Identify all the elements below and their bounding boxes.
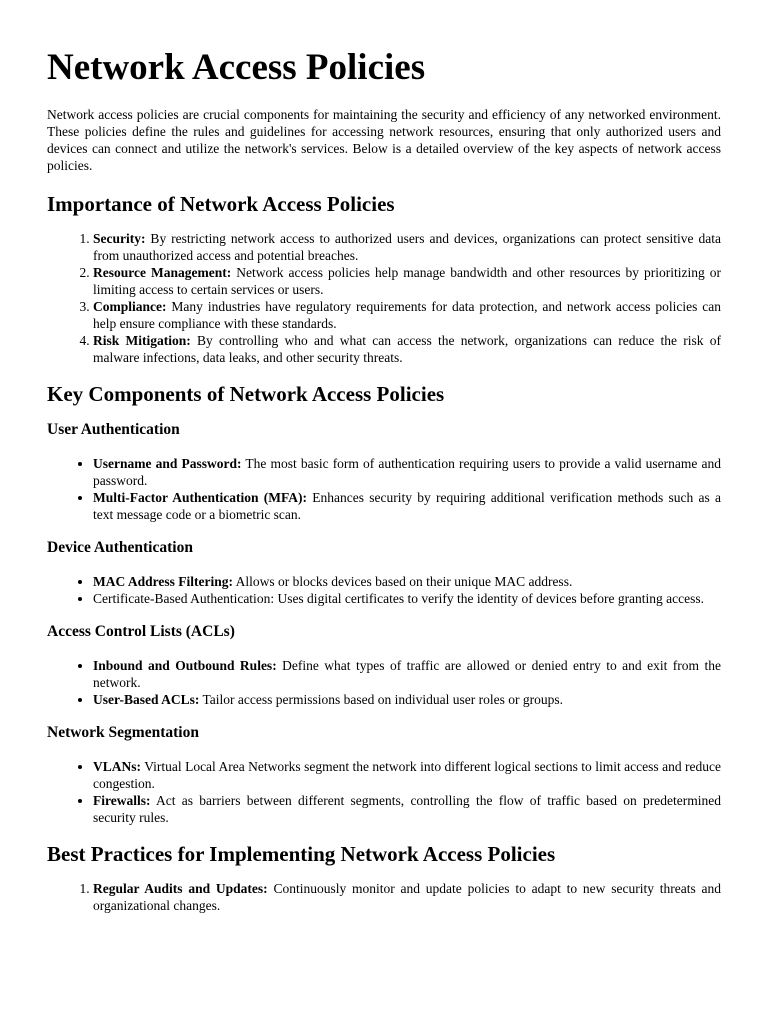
list-item [93,758,721,792]
item-text: Continuously monitor and update policies to adapt to new security threats and organizational changes. [93,881,721,913]
item-text: Virtual Local Area Networks segment the network into different logical sections to limit access and reduce congestion. [93,759,721,791]
section-heading-best-practices: Best Practices for Implementing Network Access Policies [47,842,556,866]
item-text: Certificate-Based Authentication: Uses digital certificates to verify the identity of devices before granting access. [93,591,705,606]
item-text: The most basic form of authentication requiring users to provide a valid username and password. [93,456,721,488]
item-term: Security: [93,231,146,246]
item-term: Username and Password: [93,456,242,471]
intro-paragraph: Network access policies are crucial components for maintaining the security and efficiency of any networked environment. These policies define the rules and guidelines for accessing network resources, ensuring that only authorized users and devices can connect and utilize the network's services. Below is a detailed overview of the key aspects of network access policies. [47,107,721,173]
user-auth-list [47,455,721,523]
item-text: Network access policies help manage bandwidth and other resources by prioritizing or limiting access to certain services or users. [93,265,721,297]
list-item [93,298,721,332]
importance-list [47,230,721,366]
item-term: User-Based ACLs: [93,692,200,707]
list-item [93,573,721,590]
list-item [93,657,721,691]
item-term: Regular Audits and Updates: [93,881,268,896]
item-term: Multi-Factor Authentication (MFA): [93,490,307,505]
item-text: Enhances security by requiring additional verification methods such as a text message code or a biometric scan. [93,490,721,522]
subsection-heading-device-auth: Device Authentication [47,539,193,556]
item-term: MAC Address Filtering: [93,574,233,589]
list-item [93,230,721,264]
item-text: By restricting network access to authorized users and devices, organizations can protect sensitive data from unauthorized access and potential breaches. [93,231,721,263]
acl-list [47,657,721,708]
item-term: Resource Management: [93,265,232,280]
item-term: VLANs: [93,759,142,774]
item-text: By controlling who and what can access the network, organizations can reduce the risk of malware infections, data leaks, and other security threats. [93,333,721,365]
item-text: Tailor access permissions based on individual user roles or groups. [199,692,563,707]
subsection-heading-user-auth: User Authentication [47,421,180,438]
section-heading-components: Key Components of Network Access Policies [47,382,445,406]
segmentation-list [47,758,721,826]
item-term: Risk Mitigation: [93,333,191,348]
list-item [93,264,721,298]
item-text: Act as barriers between different segments, controlling the flow of traffic based on predetermined security rules. [93,793,721,825]
subsection-heading-segmentation: Network Segmentation [47,724,199,741]
page-title: Network Access Policies [47,47,426,88]
item-term: Compliance: [93,299,167,314]
list-item [93,792,721,826]
list-item [93,880,721,914]
item-text: Allows or blocks devices based on their unique MAC address. [233,574,573,589]
item-term: Firewalls: [93,793,151,808]
item-text: Many industries have regulatory requirements for data protection, and network access policies can help ensure compliance with these standards. [93,299,721,331]
list-item [93,489,721,523]
list-item [93,332,721,366]
item-text: Define what types of traffic are allowed or denied entry to and exit from the network. [93,658,721,690]
list-item [93,691,721,708]
item-term: Inbound and Outbound Rules: [93,658,277,673]
list-item [93,455,721,489]
subsection-heading-acl: Access Control Lists (ACLs) [47,623,235,640]
list-item [93,590,721,607]
best-practices-list [47,880,721,914]
device-auth-list [47,573,721,607]
section-heading-importance: Importance of Network Access Policies [47,192,395,216]
